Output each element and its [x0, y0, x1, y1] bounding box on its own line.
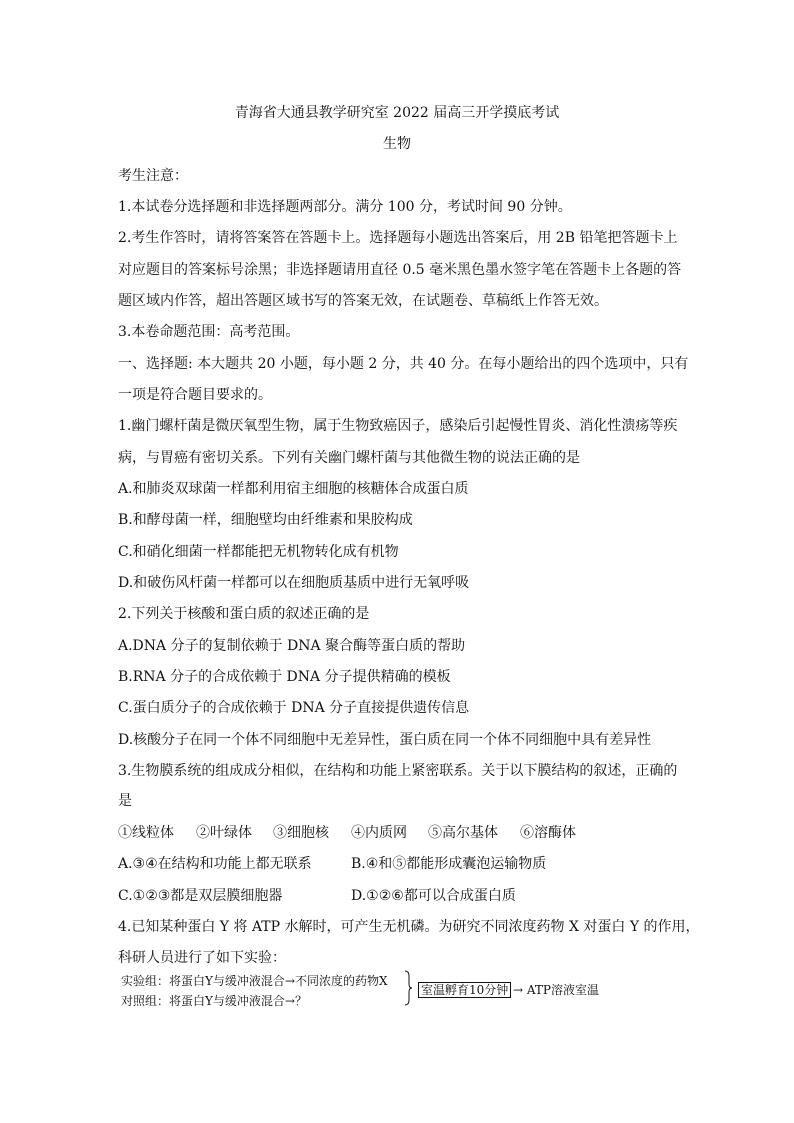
exam-title: 青海省大通县教学研究室 2022 届高三开学摸底考试 [234, 105, 560, 121]
question-4-stem-cont: 科研人员进行了如下实验： [118, 950, 286, 966]
notice-item: 题区域内作答，超出答题区域书写的答案无效，在试题卷、草稿纸上作答无效。 [118, 293, 608, 309]
notice-item: 2.考生作答时，请将答案答在答题卡上。选择题每小题选出答案后，用 2B 铅笔把答题卡上 [118, 230, 678, 246]
question-3-option-a: A.③④在结构和功能上都无联系 [118, 856, 312, 872]
question-1-option-c: C.和硝化细菌一样都能把无机物转化成有机物 [118, 544, 399, 560]
question-2-stem: 2.下列关于核酸和蛋白质的叙述正确的是 [118, 606, 370, 622]
notice-item: 3.本卷命题范围：高考范围。 [118, 324, 300, 340]
question-1-option-d: D.和破伤风杆菌一样都可以在细胞质基质中进行无氧呼吸 [118, 575, 470, 591]
question-1-option-a: A.和肺炎双球菌一样都利用宿主细胞的核糖体合成蛋白质 [118, 481, 469, 497]
membrane-item: ⑤高尔基体 [428, 825, 498, 841]
question-3-option-c: C.①②③都是双层膜细胞器 [118, 888, 283, 904]
question-2-option-a: A.DNA 分子的复制依赖于 DNA 聚合酶等蛋白质的帮助 [118, 638, 466, 654]
notice-heading: 考生注意： [118, 168, 188, 184]
section-heading: 一、选择题: 本大题共 20 小题，每小题 2 分，共 40 分。在每小题给出的四个选项中，只有 [118, 356, 689, 372]
atp-step: → ATP溶液室温 [513, 983, 599, 997]
membrane-item: ④内质网 [351, 825, 407, 841]
question-1-stem-cont: 病，与胃癌有密切关系。下列有关幽门螺杆菌与其他微生物的说法正确的是 [118, 450, 580, 466]
membrane-item: ⑥溶酶体 [520, 825, 576, 841]
control-group-step: 对照组：将蛋白Y与缓冲液混合→？ [121, 994, 307, 1008]
question-2-option-c: C.蛋白质分子的合成依赖于 DNA 分子直接提供遗传信息 [118, 700, 470, 716]
membrane-item: ①线粒体 [118, 825, 174, 841]
question-3-stem-cont: 是 [118, 793, 132, 809]
question-2-option-b: B.RNA 分子的合成依赖于 DNA 分子提供精确的模板 [118, 669, 451, 685]
question-2-option-d: D.核酸分子在同一个体不同细胞中无差异性，蛋白质在同一个体不同细胞中具有差异性 [118, 732, 652, 748]
question-3-stem: 3.生物膜系统的组成成分相似，在结构和功能上紧密联系。关于以下膜结构的叙述，正确的 [118, 763, 678, 779]
question-3-option-d: D.①②⑥都可以合成蛋白质 [351, 888, 516, 904]
incubation-box: 室温孵育10分钟 [418, 982, 511, 998]
membrane-item: ③细胞核 [273, 825, 329, 841]
section-heading-cont: 一项是符合题目要求的。 [118, 387, 272, 403]
notice-item: 对应题目的答案标号涂黑；非选择题请用直径 0.5 毫米黑色墨水签字笔在答题卡上各题的答 [118, 262, 682, 278]
subject-title: 生物 [383, 136, 411, 152]
membrane-item: ②叶绿体 [196, 825, 252, 841]
experiment-group-step: 实验组：将蛋白Y与缓冲液混合→不同浓度的药物X [121, 974, 388, 988]
question-1-stem: 1.幽门螺杆菌是微厌氧型生物，属于生物致癌因子，感染后引起慢性胃炎、消化性溃疡等疾 [118, 418, 678, 434]
question-3-option-b: B.④和⑤都能形成囊泡运输物质 [351, 856, 547, 872]
question-1-option-b: B.和酵母菌一样，细胞壁均由纤维素和果胶构成 [118, 512, 413, 528]
incubation-step [418, 981, 511, 999]
right-brace-icon [404, 970, 412, 1006]
notice-item: 1.本试卷分选择题和非选择题两部分。满分 100 分，考试时间 90 分钟。 [118, 199, 572, 215]
question-4-stem: 4.已知某种蛋白 Y 将 ATP 水解时，可产生无机磷。为研究不同浓度药物 X 对蛋白 Y 的作用， [118, 919, 700, 935]
